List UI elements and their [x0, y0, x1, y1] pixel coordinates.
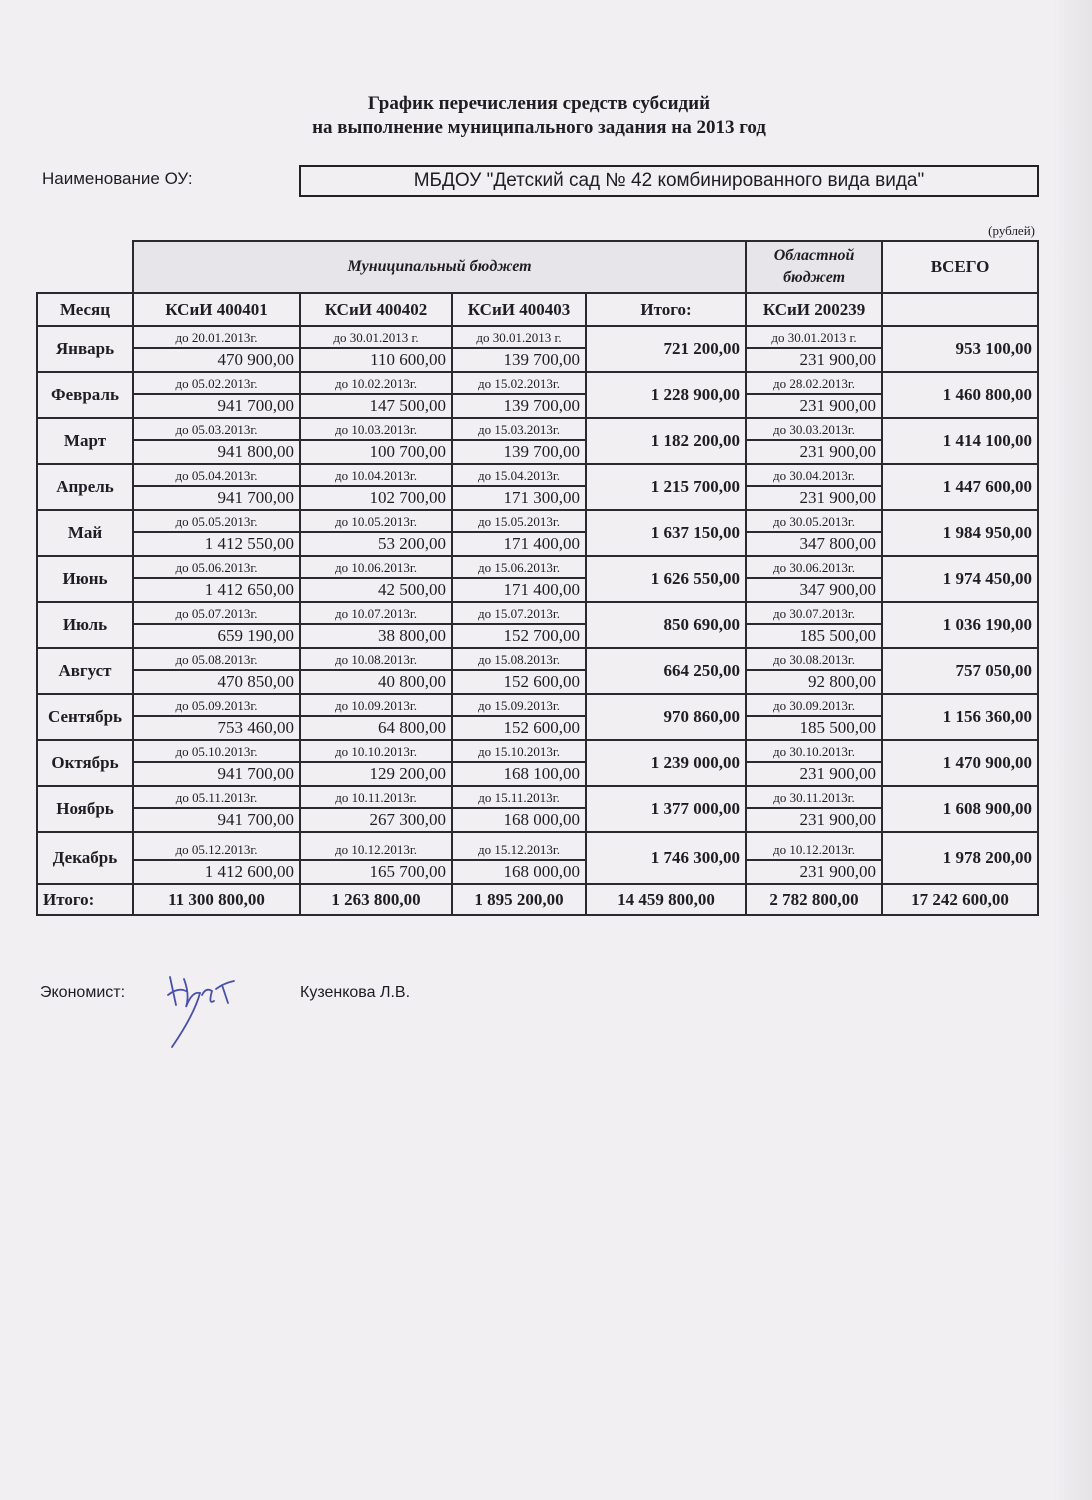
month-cell: Ноябрь — [37, 786, 133, 832]
table-row-dates — [37, 326, 1038, 348]
amount-200239: 231 900,00 — [746, 486, 882, 510]
amount-400402: 100 700,00 — [300, 440, 452, 464]
amount-400402: 53 200,00 — [300, 532, 452, 556]
col-400403-header: КСиИ 400403 — [452, 293, 586, 326]
amount-400402: 38 800,00 — [300, 624, 452, 648]
subsidy-schedule-table — [36, 240, 1039, 916]
month-cell: Март — [37, 418, 133, 464]
amount-200239: 92 800,00 — [746, 670, 882, 694]
units-label: (рублей) — [988, 223, 1035, 238]
month-cell: Февраль — [37, 372, 133, 418]
table-row-dates — [37, 556, 1038, 578]
due-date-400403: до 15.07.2013г. — [452, 602, 586, 624]
municipal-budget-header: Муниципальный бюджет — [133, 241, 746, 293]
amount-400401: 470 850,00 — [133, 670, 300, 694]
due-date-400403: до 15.10.2013г. — [452, 740, 586, 762]
due-date-400403: до 15.03.2013г. — [452, 418, 586, 440]
table-row-dates — [37, 510, 1038, 532]
due-date-200239: до 30.08.2013г. — [746, 648, 882, 670]
due-date-200239: до 30.09.2013г. — [746, 694, 882, 716]
due-date-400402: до 10.10.2013г. — [300, 740, 452, 762]
amount-400401: 1 412 650,00 — [133, 578, 300, 602]
due-date-400403: до 15.12.2013г. — [452, 832, 586, 860]
table-row-dates — [37, 832, 1038, 860]
due-date-400401: до 05.12.2013г. — [133, 832, 300, 860]
totals-400402: 1 263 800,00 — [300, 884, 452, 915]
grand-total-header: ВСЕГО — [882, 241, 1038, 293]
amount-200239: 347 800,00 — [746, 532, 882, 556]
amount-400401: 941 800,00 — [133, 440, 300, 464]
amount-400401: 659 190,00 — [133, 624, 300, 648]
grand-total-cell: 1 447 600,00 — [882, 464, 1038, 510]
grand-total-cell: 953 100,00 — [882, 326, 1038, 372]
due-date-200239: до 30.07.2013г. — [746, 602, 882, 624]
itogo-cell: 1 746 300,00 — [586, 832, 746, 884]
ou-label: Наименование ОУ: — [42, 169, 193, 188]
table-row-dates — [37, 602, 1038, 624]
amount-400401: 753 460,00 — [133, 716, 300, 740]
table-row-dates — [37, 418, 1038, 440]
amount-200239: 231 900,00 — [746, 394, 882, 418]
amount-400401: 941 700,00 — [133, 486, 300, 510]
totals-label: Итого: — [37, 884, 133, 915]
col-400401-header: КСиИ 400401 — [133, 293, 300, 326]
amount-400403: 168 100,00 — [452, 762, 586, 786]
due-date-400402: до 10.05.2013г. — [300, 510, 452, 532]
due-date-400401: до 20.01.2013г. — [133, 326, 300, 348]
grand-total-cell: 1 984 950,00 — [882, 510, 1038, 556]
amount-200239: 347 900,00 — [746, 578, 882, 602]
total-subheader — [882, 293, 1038, 326]
month-cell: Август — [37, 648, 133, 694]
due-date-400403: до 15.06.2013г. — [452, 556, 586, 578]
table-row-dates — [37, 694, 1038, 716]
regional-budget-header: Областной бюджет — [746, 241, 882, 293]
itogo-cell: 1 215 700,00 — [586, 464, 746, 510]
amount-400402: 64 800,00 — [300, 716, 452, 740]
due-date-200239: до 28.02.2013г. — [746, 372, 882, 394]
grand-total-cell: 1 414 100,00 — [882, 418, 1038, 464]
table-row-dates — [37, 372, 1038, 394]
amount-400403: 139 700,00 — [452, 348, 586, 372]
economist-name: Кузенкова Л.В. — [300, 984, 411, 1001]
amount-400401: 941 700,00 — [133, 808, 300, 832]
month-cell: Октябрь — [37, 740, 133, 786]
signature — [158, 965, 248, 1050]
amount-400401: 941 700,00 — [133, 762, 300, 786]
due-date-200239: до 30.10.2013г. — [746, 740, 882, 762]
itogo-cell: 1 228 900,00 — [586, 372, 746, 418]
due-date-400403: до 15.02.2013г. — [452, 372, 586, 394]
amount-400403: 152 600,00 — [452, 716, 586, 740]
grand-total-cell: 1 608 900,00 — [882, 786, 1038, 832]
itogo-cell: 850 690,00 — [586, 602, 746, 648]
amount-400402: 110 600,00 — [300, 348, 452, 372]
due-date-400403: до 15.11.2013г. — [452, 786, 586, 808]
due-date-400402: до 10.07.2013г. — [300, 602, 452, 624]
grand-total-cell: 757 050,00 — [882, 648, 1038, 694]
itogo-cell: 1 239 000,00 — [586, 740, 746, 786]
totals-row — [37, 884, 1038, 915]
due-date-400402: до 10.06.2013г. — [300, 556, 452, 578]
amount-400402: 147 500,00 — [300, 394, 452, 418]
due-date-400401: до 05.05.2013г. — [133, 510, 300, 532]
due-date-400401: до 05.02.2013г. — [133, 372, 300, 394]
amount-400403: 168 000,00 — [452, 860, 586, 884]
due-date-400402: до 10.04.2013г. — [300, 464, 452, 486]
table-row-dates — [37, 786, 1038, 808]
itogo-header: Итого: — [586, 293, 746, 326]
due-date-400401: до 05.06.2013г. — [133, 556, 300, 578]
itogo-cell: 970 860,00 — [586, 694, 746, 740]
totals-400403: 1 895 200,00 — [452, 884, 586, 915]
due-date-400401: до 05.04.2013г. — [133, 464, 300, 486]
title-line-2: на выполнение муниципального задания на 2013 год — [312, 117, 766, 138]
due-date-400401: до 05.10.2013г. — [133, 740, 300, 762]
table-row-dates — [37, 740, 1038, 762]
amount-400403: 171 300,00 — [452, 486, 586, 510]
amount-200239: 231 900,00 — [746, 808, 882, 832]
amount-400401: 941 700,00 — [133, 394, 300, 418]
totals-itogo: 14 459 800,00 — [586, 884, 746, 915]
due-date-400402: до 10.08.2013г. — [300, 648, 452, 670]
amount-200239: 231 900,00 — [746, 440, 882, 464]
amount-400402: 40 800,00 — [300, 670, 452, 694]
col-400402-header: КСиИ 400402 — [300, 293, 452, 326]
due-date-200239: до 30.11.2013г. — [746, 786, 882, 808]
month-cell: Январь — [37, 326, 133, 372]
month-cell: Сентябрь — [37, 694, 133, 740]
due-date-400401: до 05.03.2013г. — [133, 418, 300, 440]
amount-400403: 139 700,00 — [452, 394, 586, 418]
due-date-400402: до 10.02.2013г. — [300, 372, 452, 394]
amount-200239: 185 500,00 — [746, 624, 882, 648]
due-date-400402: до 10.03.2013г. — [300, 418, 452, 440]
amount-400403: 171 400,00 — [452, 532, 586, 556]
due-date-400403: до 15.08.2013г. — [452, 648, 586, 670]
economist-label: Экономист: — [40, 984, 126, 1001]
month-cell: Июль — [37, 602, 133, 648]
grand-total-cell: 1 460 800,00 — [882, 372, 1038, 418]
amount-400401: 1 412 550,00 — [133, 532, 300, 556]
due-date-400402: до 10.12.2013г. — [300, 832, 452, 860]
due-date-400403: до 15.04.2013г. — [452, 464, 586, 486]
itogo-cell: 1 637 150,00 — [586, 510, 746, 556]
amount-400402: 102 700,00 — [300, 486, 452, 510]
grand-total-cell: 1 036 190,00 — [882, 602, 1038, 648]
amount-400402: 165 700,00 — [300, 860, 452, 884]
month-header: Месяц — [37, 293, 133, 326]
amount-400403: 139 700,00 — [452, 440, 586, 464]
totals-400401: 11 300 800,00 — [133, 884, 300, 915]
due-date-200239: до 10.12.2013г. — [746, 832, 882, 860]
document-title — [0, 92, 1078, 140]
totals-200239: 2 782 800,00 — [746, 884, 882, 915]
due-date-400403: до 30.01.2013 г. — [452, 326, 586, 348]
due-date-200239: до 30.04.2013г. — [746, 464, 882, 486]
amount-400401: 1 412 600,00 — [133, 860, 300, 884]
amount-400403: 168 000,00 — [452, 808, 586, 832]
month-cell: Декабрь — [37, 832, 133, 884]
paper-edge — [1052, 0, 1092, 1500]
due-date-400402: до 30.01.2013 г. — [300, 326, 452, 348]
due-date-400402: до 10.11.2013г. — [300, 786, 452, 808]
amount-200239: 231 900,00 — [746, 860, 882, 884]
totals-grand: 17 242 600,00 — [882, 884, 1038, 915]
itogo-cell: 721 200,00 — [586, 326, 746, 372]
title-line-1: График перечисления средств субсидий — [367, 93, 711, 114]
itogo-cell: 1 377 000,00 — [586, 786, 746, 832]
month-cell: Апрель — [37, 464, 133, 510]
amount-400403: 152 600,00 — [452, 670, 586, 694]
grand-total-cell: 1 470 900,00 — [882, 740, 1038, 786]
due-date-400403: до 15.05.2013г. — [452, 510, 586, 532]
col-200239-header: КСиИ 200239 — [746, 293, 882, 326]
month-cell: Май — [37, 510, 133, 556]
ou-name-box: МБДОУ "Детский сад № 42 комбинированного вида вида" — [299, 165, 1039, 197]
grand-total-cell: 1 974 450,00 — [882, 556, 1038, 602]
amount-400402: 267 300,00 — [300, 808, 452, 832]
amount-200239: 185 500,00 — [746, 716, 882, 740]
table-row-dates — [37, 648, 1038, 670]
itogo-cell: 1 182 200,00 — [586, 418, 746, 464]
due-date-400401: до 05.08.2013г. — [133, 648, 300, 670]
due-date-400401: до 05.07.2013г. — [133, 602, 300, 624]
due-date-200239: до 30.01.2013 г. — [746, 326, 882, 348]
due-date-200239: до 30.06.2013г. — [746, 556, 882, 578]
table-row-dates — [37, 464, 1038, 486]
amount-400403: 171 400,00 — [452, 578, 586, 602]
grand-total-cell: 1 156 360,00 — [882, 694, 1038, 740]
due-date-400403: до 15.09.2013г. — [452, 694, 586, 716]
due-date-400401: до 05.11.2013г. — [133, 786, 300, 808]
due-date-200239: до 30.03.2013г. — [746, 418, 882, 440]
amount-400402: 129 200,00 — [300, 762, 452, 786]
amount-200239: 231 900,00 — [746, 348, 882, 372]
due-date-400401: до 05.09.2013г. — [133, 694, 300, 716]
amount-400402: 42 500,00 — [300, 578, 452, 602]
amount-200239: 231 900,00 — [746, 762, 882, 786]
month-cell: Июнь — [37, 556, 133, 602]
amount-400403: 152 700,00 — [452, 624, 586, 648]
itogo-cell: 1 626 550,00 — [586, 556, 746, 602]
itogo-cell: 664 250,00 — [586, 648, 746, 694]
grand-total-cell: 1 978 200,00 — [882, 832, 1038, 884]
amount-400401: 470 900,00 — [133, 348, 300, 372]
due-date-400402: до 10.09.2013г. — [300, 694, 452, 716]
due-date-200239: до 30.05.2013г. — [746, 510, 882, 532]
